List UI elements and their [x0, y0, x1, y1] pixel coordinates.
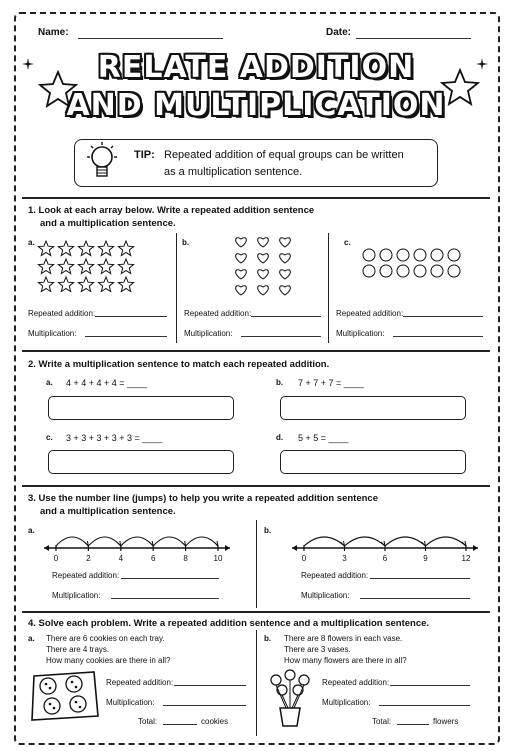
q1a-repeated-label: Repeated addition: — [28, 309, 96, 318]
q2b-answer-box[interactable] — [280, 396, 466, 420]
q4a-line3: How many cookies are there in all? — [46, 656, 171, 665]
q1c-letter: c. — [344, 238, 351, 247]
q4-title: 4. Solve each problem. Write a repeated addition sentence and a multiplication sentence. — [28, 618, 430, 629]
circle-icon — [431, 249, 443, 261]
tip-label: TIP: — [134, 149, 155, 161]
q4b-line1: There are 8 flowers in each vase. — [284, 634, 403, 643]
heart-array — [230, 234, 296, 300]
q1a-mult-label: Multiplication: — [28, 329, 77, 338]
circle-icon — [397, 265, 409, 277]
q2c-text: 3 + 3 + 3 + 3 + 3 = ____ — [66, 433, 163, 443]
divider — [22, 350, 490, 352]
q1-title-line1: 1. Look at each array below. Write a repeated addition sentence — [28, 205, 315, 216]
q1b-mult-field[interactable] — [241, 328, 321, 337]
q3b-repeated-field[interactable] — [370, 570, 470, 579]
tick-label: 0 — [301, 554, 307, 563]
q4b-letter: b. — [264, 634, 272, 643]
star-icon — [78, 241, 93, 256]
q3b-mult-field[interactable] — [360, 590, 470, 599]
star-icon — [58, 241, 73, 256]
cookie-tray-icon — [28, 668, 100, 724]
jump-arc — [153, 537, 185, 546]
q3a-repeated-field[interactable] — [121, 570, 219, 579]
heart-icon — [258, 270, 269, 279]
q2-title: 2. Write a multiplication sentence to match each repeated addition. — [28, 359, 330, 370]
circle-icon — [414, 265, 426, 277]
date-field[interactable] — [356, 28, 471, 39]
q4b-total-field[interactable] — [397, 716, 429, 725]
circle-icon — [380, 265, 392, 277]
circle-icon — [448, 265, 460, 277]
star-icon — [118, 259, 133, 274]
q4a-letter: a. — [28, 634, 35, 643]
tick-label: 3 — [342, 554, 347, 563]
star-icon — [58, 277, 73, 292]
q1b-letter: b. — [182, 238, 190, 247]
tip-box — [74, 139, 438, 187]
star-icon — [98, 277, 113, 292]
q4a-total-label: Total: — [138, 717, 158, 726]
heart-icon — [280, 286, 291, 295]
arrow-left-icon — [44, 545, 49, 551]
column-divider — [328, 233, 329, 343]
divider — [22, 197, 490, 199]
q4b-repeated-field[interactable] — [390, 677, 470, 686]
tip-text-line2: as a multiplication sentence. — [164, 166, 303, 178]
star-array — [36, 240, 146, 296]
star-icon — [98, 259, 113, 274]
tick-label: 2 — [86, 554, 91, 563]
q3a-repeated-label: Repeated addition: — [52, 571, 120, 580]
circle-array — [362, 248, 472, 280]
q4a-mult-label: Multiplication: — [106, 698, 155, 707]
q4a-line2: There are 4 trays. — [46, 645, 110, 654]
star-icon — [58, 259, 73, 274]
lightbulb-icon — [84, 140, 120, 186]
q4b-unit: flowers — [433, 717, 459, 726]
circle-icon — [363, 265, 375, 277]
q1b-repeated-label: Repeated addition: — [184, 309, 252, 318]
heart-icon — [258, 286, 269, 295]
page-title-line2: AND MULTIPLICATION — [66, 88, 446, 123]
date-label: Date: — [326, 27, 352, 38]
arrow-right-icon — [473, 545, 478, 551]
heart-icon — [280, 238, 291, 247]
q3a-mult-field[interactable] — [111, 590, 219, 599]
q4a-line1: There are 6 cookies on each tray. — [46, 634, 165, 643]
tick-label: 8 — [183, 554, 188, 563]
arrow-right-icon — [225, 545, 230, 551]
heart-icon — [280, 270, 291, 279]
q1a-repeated-field[interactable] — [95, 308, 167, 317]
tick-label: 12 — [461, 554, 471, 563]
page-title-line1: RELATE ADDITION — [97, 50, 415, 85]
q2d-letter: d. — [276, 433, 284, 442]
star-icon — [38, 259, 53, 274]
tick-label: 10 — [213, 554, 223, 563]
divider — [22, 485, 490, 487]
tick-label: 6 — [382, 554, 388, 563]
heart-icon — [236, 270, 247, 279]
q3b-repeated-label: Repeated addition: — [301, 571, 369, 580]
q3b-mult-label: Multiplication: — [301, 591, 350, 600]
circle-icon — [397, 249, 409, 261]
circle-icon — [363, 249, 375, 261]
q4b-line2: There are 3 vases. — [284, 645, 351, 654]
star-icon — [118, 277, 133, 292]
q3a-letter: a. — [28, 526, 35, 535]
circle-icon — [431, 265, 443, 277]
q1a-letter: a. — [28, 238, 35, 247]
jump-arc — [304, 537, 345, 546]
jump-arc — [385, 537, 426, 546]
tip-text-line1: Repeated addition of equal groups can be written — [164, 149, 404, 161]
name-label: Name: — [38, 27, 69, 38]
q2d-text: 5 + 5 = ____ — [298, 433, 349, 443]
star-icon — [98, 241, 113, 256]
q1-title-line2: and a multiplication sentence. — [40, 218, 176, 229]
tick-label: 0 — [53, 554, 59, 563]
q1b-mult-label: Multiplication: — [184, 329, 233, 338]
q2c-answer-box[interactable] — [48, 450, 234, 474]
q3a-mult-label: Multiplication: — [52, 591, 101, 600]
star-icon — [38, 277, 53, 292]
jump-arrowhead — [149, 541, 153, 546]
arrow-left-icon — [292, 545, 297, 551]
tick-label: 4 — [118, 554, 124, 563]
q4b-mult-label: Multiplication: — [322, 698, 371, 707]
tick-label: 9 — [423, 554, 428, 563]
q2c-letter: c. — [46, 433, 53, 442]
q4b-mult-field[interactable] — [379, 697, 470, 706]
q4a-unit: cookies — [201, 717, 229, 726]
q4b-line3: How many flowers are there in all? — [284, 656, 407, 665]
q2b-letter: b. — [276, 378, 284, 387]
q1c-mult-label: Multiplication: — [336, 329, 385, 338]
jump-arc — [56, 537, 88, 546]
q3-title-line1: 3. Use the number line (jumps) to help you write a repeated addition sentence — [28, 493, 378, 504]
star-icon — [78, 259, 93, 274]
q4a-repeated-label: Repeated addition: — [106, 678, 174, 687]
divider — [22, 611, 490, 613]
number-line-a — [40, 522, 236, 564]
circle-icon — [414, 249, 426, 261]
circle-icon — [380, 249, 392, 261]
q1c-mult-field[interactable] — [393, 328, 483, 337]
q2b-text: 7 + 7 + 7 = ____ — [298, 378, 364, 388]
q2a-answer-box[interactable] — [48, 396, 234, 420]
q1a-mult-field[interactable] — [85, 328, 167, 337]
heart-icon — [258, 238, 269, 247]
q4b-repeated-label: Repeated addition: — [322, 678, 390, 687]
jump-arc — [426, 537, 467, 546]
star-icon — [78, 277, 93, 292]
q2a-text: 4 + 4 + 4 + 4 = ____ — [66, 378, 148, 388]
q2d-answer-box[interactable] — [280, 450, 466, 474]
heart-icon — [280, 254, 291, 263]
star-icon — [38, 241, 53, 256]
q4a-repeated-field[interactable] — [174, 677, 246, 686]
star-icon — [118, 241, 133, 256]
jump-arc — [345, 537, 386, 546]
flower-vase-icon — [262, 668, 318, 730]
q4b-total-label: Total: — [372, 717, 392, 726]
q3b-letter: b. — [264, 526, 272, 535]
jump-arc — [88, 537, 120, 546]
number-line-b — [288, 522, 484, 564]
q3-title-line2: and a multiplication sentence. — [40, 506, 176, 517]
q4a-total-field[interactable] — [163, 716, 197, 725]
heart-icon — [236, 286, 247, 295]
heart-icon — [236, 254, 247, 263]
circle-icon — [448, 249, 460, 261]
heart-icon — [236, 238, 247, 247]
tick-label: 6 — [150, 554, 156, 563]
name-field[interactable] — [78, 28, 223, 39]
q1c-repeated-label: Repeated addition: — [336, 309, 404, 318]
column-divider — [256, 520, 257, 608]
heart-icon — [258, 254, 269, 263]
q1b-repeated-field[interactable] — [251, 308, 321, 317]
q4a-mult-field[interactable] — [163, 697, 246, 706]
jump-arc — [121, 537, 153, 546]
column-divider — [256, 630, 257, 736]
jump-arc — [186, 537, 218, 546]
column-divider — [176, 233, 177, 343]
q1c-repeated-field[interactable] — [403, 308, 483, 317]
q2a-letter: a. — [46, 378, 53, 387]
